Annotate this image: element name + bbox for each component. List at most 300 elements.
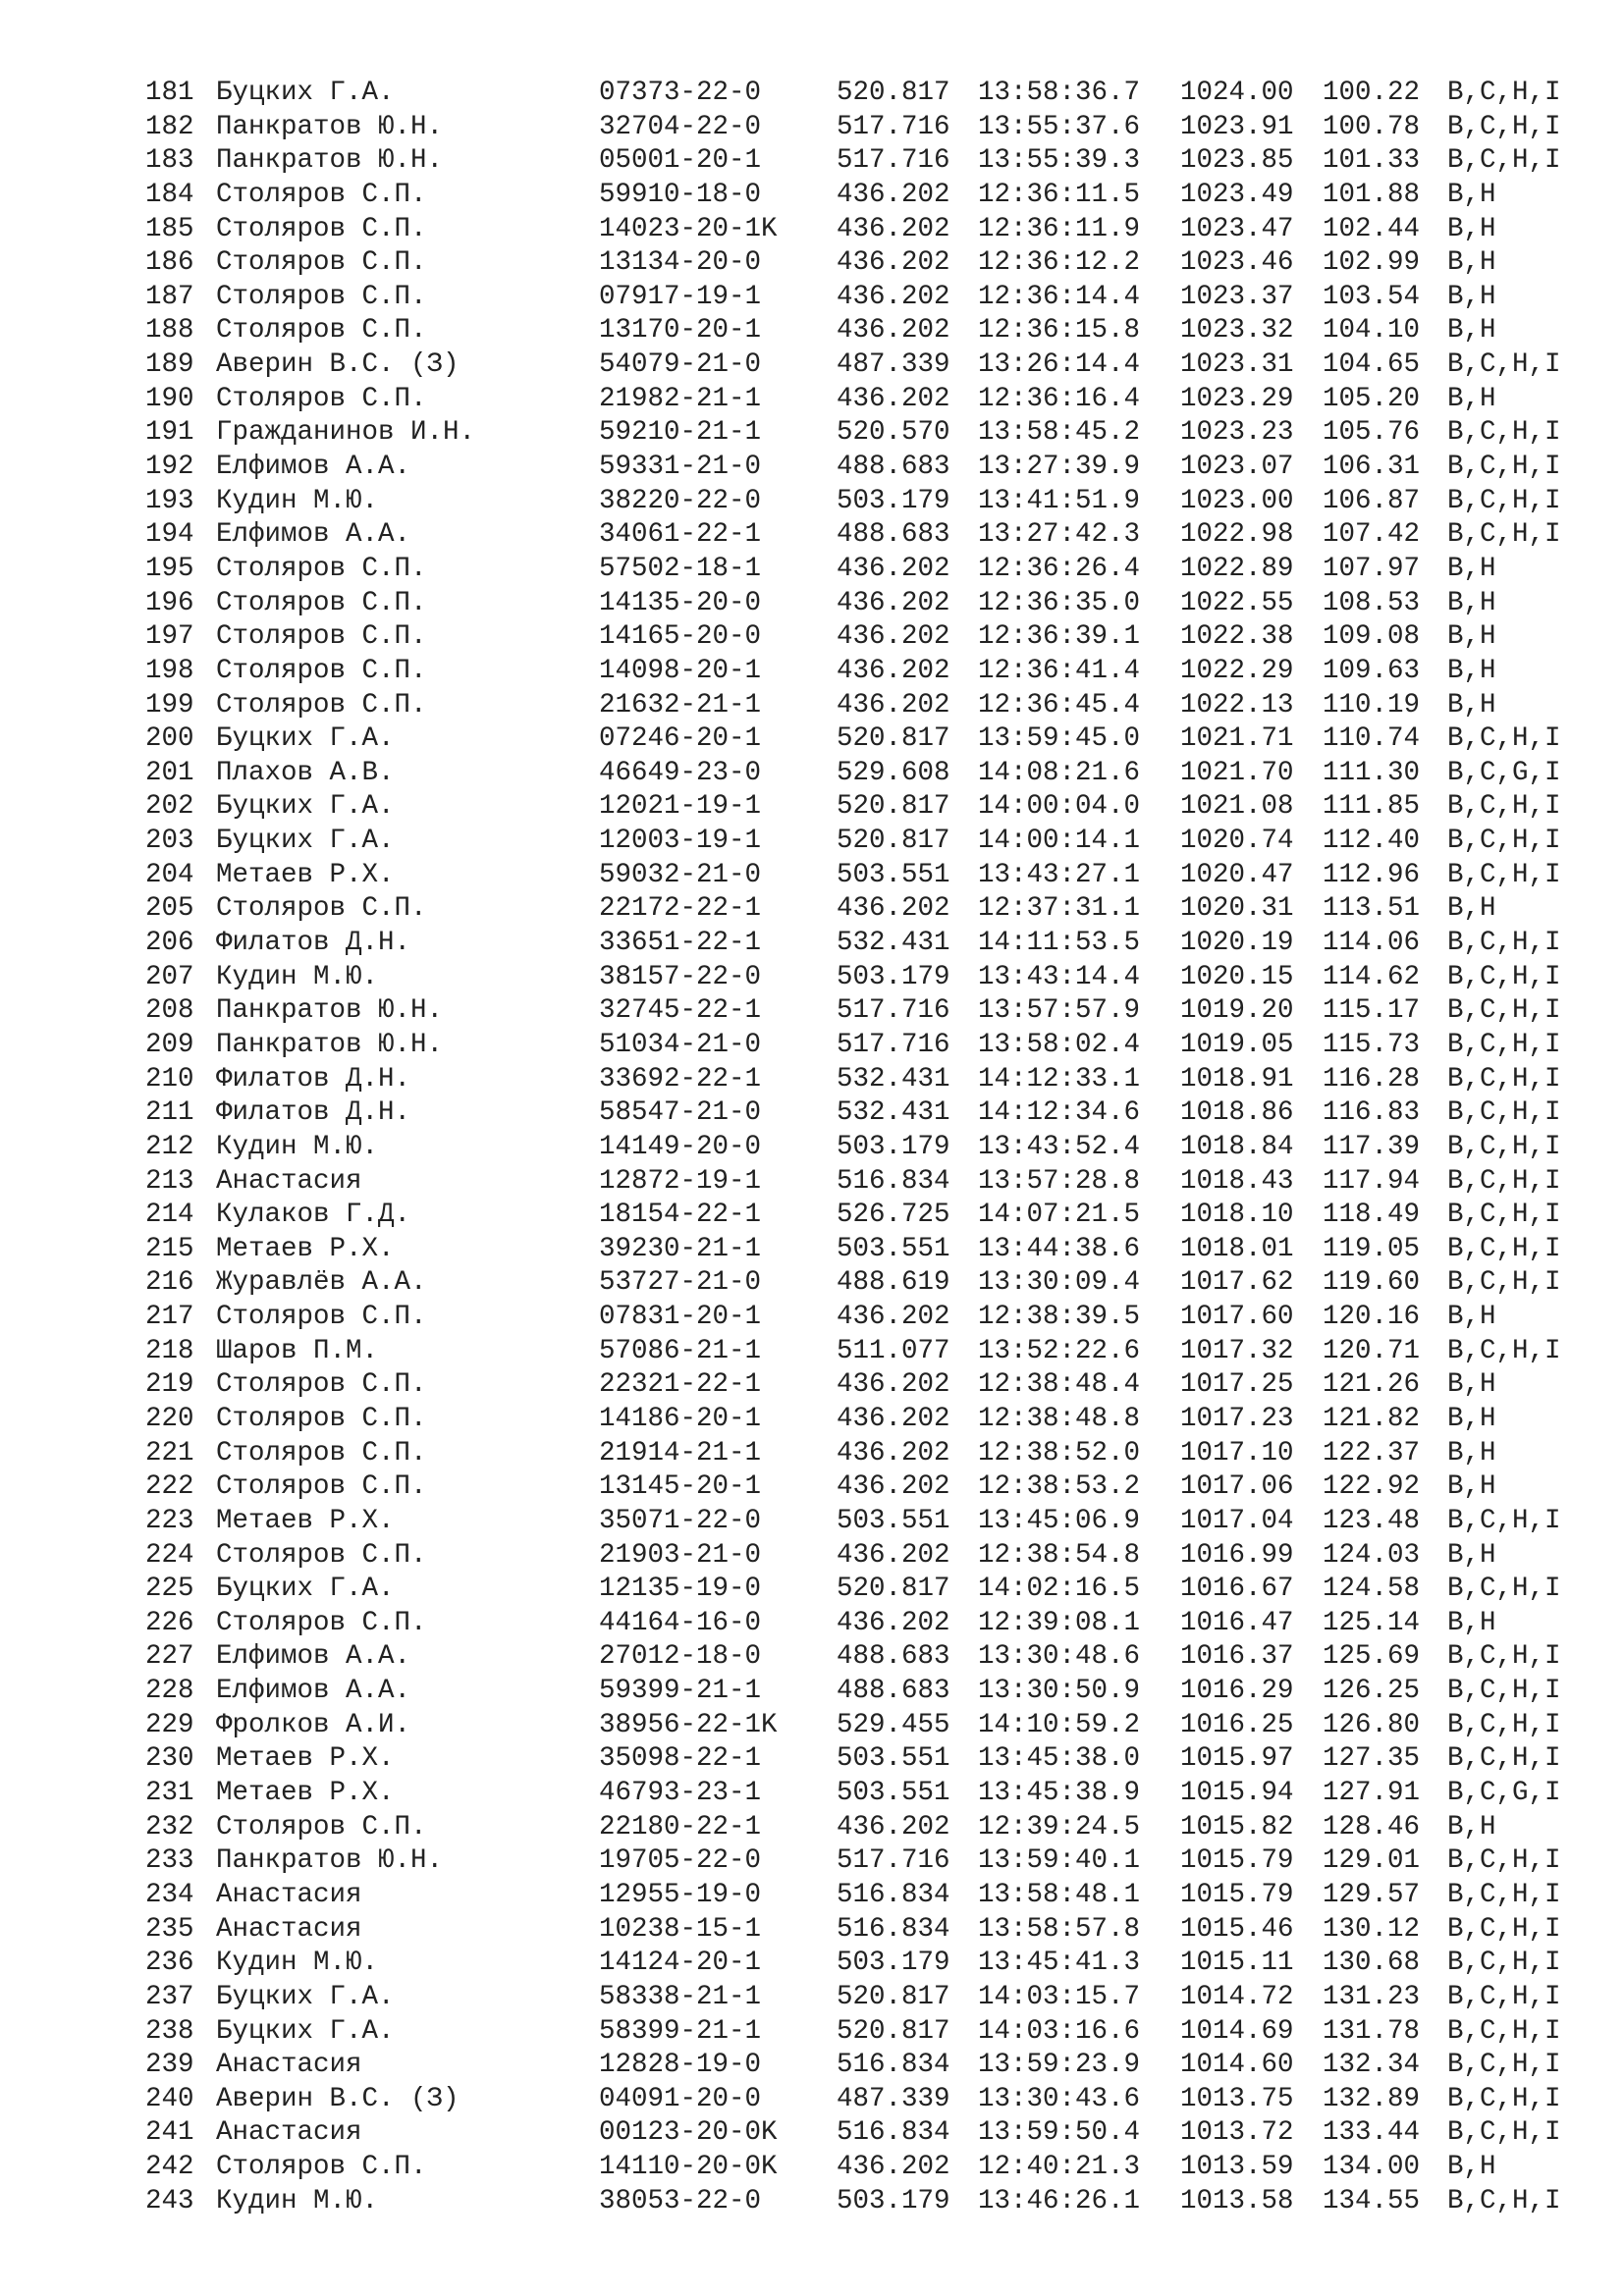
flags: B,C,H,I (1447, 1913, 1561, 1945)
participant-name: Столяров С.П. (216, 587, 427, 618)
speed: 1020.47 (1180, 859, 1294, 890)
participant-name: Метаев Р.Х. (216, 1505, 395, 1536)
arrival-time: 13:30:50.9 (978, 1676, 1141, 1707)
arrival-time: 13:30:48.6 (978, 1641, 1141, 1673)
participant-name: Журавлёв А.А. (216, 1267, 427, 1299)
speed: 1023.07 (1180, 452, 1294, 483)
distance: 516.834 (837, 1913, 950, 1945)
row-number: 189 (145, 349, 194, 381)
arrival-time: 13:59:45.0 (978, 723, 1141, 755)
speed: 1018.86 (1180, 1097, 1294, 1129)
coefficient: 103.54 (1323, 281, 1421, 312)
participant-name: Кудин М.Ю. (216, 961, 379, 992)
distance: 436.202 (837, 1302, 950, 1333)
row-number: 190 (145, 383, 194, 414)
row-number: 224 (145, 1539, 194, 1571)
ring-id: 57502-18-1 (599, 553, 762, 584)
arrival-time: 12:37:31.1 (978, 893, 1141, 925)
arrival-time: 14:11:53.5 (978, 928, 1141, 959)
distance: 503.179 (837, 1131, 950, 1162)
coefficient: 105.76 (1323, 417, 1421, 449)
row-number: 225 (145, 1574, 194, 1605)
distance: 488.683 (837, 1641, 950, 1673)
row-number: 235 (145, 1913, 194, 1945)
distance: 436.202 (837, 689, 950, 721)
ring-id: 38053-22-0 (599, 2185, 762, 2216)
arrival-time: 12:36:15.8 (978, 315, 1141, 347)
ring-id: 59399-21-1 (599, 1676, 762, 1707)
flags: B,C,H,I (1447, 826, 1561, 857)
participant-name: Филатов Д.Н. (216, 1063, 411, 1095)
flags: B,C,H,I (1447, 1233, 1561, 1264)
coefficient: 132.89 (1323, 2083, 1421, 2114)
distance: 503.179 (837, 961, 950, 992)
ring-id: 44164-16-0 (599, 1607, 762, 1638)
distance: 436.202 (837, 621, 950, 653)
distance: 516.834 (837, 1879, 950, 1910)
flags: B,H (1447, 621, 1496, 653)
row-number: 222 (145, 1471, 194, 1503)
coefficient: 112.96 (1323, 859, 1421, 890)
flags: B,C,H,I (1447, 78, 1561, 108)
flags: B,H (1447, 1403, 1496, 1434)
participant-name: Столяров С.П. (216, 281, 427, 312)
distance: 503.551 (837, 1505, 950, 1536)
arrival-time: 13:27:42.3 (978, 519, 1141, 551)
arrival-time: 13:30:43.6 (978, 2083, 1141, 2114)
speed: 1015.46 (1180, 1913, 1294, 1945)
participant-name: Буцких Г.А. (216, 791, 395, 823)
arrival-time: 13:30:09.4 (978, 1267, 1141, 1299)
speed: 1022.29 (1180, 655, 1294, 686)
arrival-time: 13:45:06.9 (978, 1505, 1141, 1536)
flags: B,H (1447, 553, 1496, 584)
arrival-time: 12:38:48.4 (978, 1369, 1141, 1401)
ring-id: 14110-20-0K (599, 2152, 778, 2183)
distance: 516.834 (837, 2050, 950, 2081)
speed: 1020.19 (1180, 928, 1294, 959)
participant-name: Столяров С.П. (216, 689, 427, 721)
participant-name: Столяров С.П. (216, 1369, 427, 1401)
ring-id: 59331-21-0 (599, 452, 762, 483)
participant-name: Столяров С.П. (216, 1302, 427, 1333)
flags: B,H (1447, 315, 1496, 347)
flags: B,C,H,I (1447, 2083, 1561, 2114)
ring-id: 19705-22-0 (599, 1845, 762, 1877)
coefficient: 110.74 (1323, 723, 1421, 755)
participant-name: Аверин В.С. (З) (216, 349, 460, 381)
coefficient: 101.88 (1323, 179, 1421, 210)
speed: 1016.67 (1180, 1574, 1294, 1605)
participant-name: Панкратов Ю.Н. (216, 1029, 444, 1060)
participant-name: Анастасия (216, 1165, 362, 1197)
arrival-time: 13:43:14.4 (978, 961, 1141, 992)
flags: B,C,G,I (1447, 1778, 1561, 1809)
distance: 517.716 (837, 111, 950, 142)
arrival-time: 12:36:16.4 (978, 383, 1141, 414)
row-number: 207 (145, 961, 194, 992)
participant-name: Панкратов Ю.Н. (216, 1845, 444, 1877)
speed: 1024.00 (1180, 78, 1294, 108)
flags: B,H (1447, 1607, 1496, 1638)
speed: 1023.00 (1180, 485, 1294, 516)
ring-id: 12828-19-0 (599, 2050, 762, 2081)
ring-id: 04091-20-0 (599, 2083, 762, 2114)
distance: 436.202 (837, 1369, 950, 1401)
ring-id: 14023-20-1K (599, 213, 778, 244)
row-number: 202 (145, 791, 194, 823)
row-number: 200 (145, 723, 194, 755)
distance: 436.202 (837, 587, 950, 618)
speed: 1021.08 (1180, 791, 1294, 823)
ring-id: 22180-22-1 (599, 1811, 762, 1842)
row-number: 227 (145, 1641, 194, 1673)
flags: B,C,H,I (1447, 145, 1561, 177)
speed: 1023.37 (1180, 281, 1294, 312)
coefficient: 115.73 (1323, 1029, 1421, 1060)
distance: 436.202 (837, 315, 950, 347)
participant-name: Анастасия (216, 1913, 362, 1945)
ring-id: 58399-21-1 (599, 2015, 762, 2047)
arrival-time: 13:58:48.1 (978, 1879, 1141, 1910)
flags: B,H (1447, 1369, 1496, 1401)
distance: 503.551 (837, 1778, 950, 1809)
distance: 436.202 (837, 893, 950, 925)
flags: B,C,H,I (1447, 2050, 1561, 2081)
flags: B,C,H,I (1447, 1029, 1561, 1060)
participant-name: Столяров С.П. (216, 553, 427, 584)
flags: B,C,H,I (1447, 349, 1561, 381)
distance: 517.716 (837, 1029, 950, 1060)
distance: 503.551 (837, 859, 950, 890)
speed: 1016.29 (1180, 1676, 1294, 1707)
ring-id: 14186-20-1 (599, 1403, 762, 1434)
coefficient: 104.10 (1323, 315, 1421, 347)
distance: 436.202 (837, 383, 950, 414)
row-number: 205 (145, 893, 194, 925)
speed: 1014.60 (1180, 2050, 1294, 2081)
participant-name: Столяров С.П. (216, 247, 427, 279)
distance: 517.716 (837, 145, 950, 177)
coefficient: 121.26 (1323, 1369, 1421, 1401)
flags: B,C,H,I (1447, 417, 1561, 449)
arrival-time: 12:40:21.3 (978, 2152, 1141, 2183)
participant-name: Елфимов А.А. (216, 519, 411, 551)
coefficient: 108.53 (1323, 587, 1421, 618)
flags: B,H (1447, 689, 1496, 721)
ring-id: 38956-22-1K (599, 1709, 778, 1740)
speed: 1023.91 (1180, 111, 1294, 142)
flags: B,C,H,I (1447, 1641, 1561, 1673)
arrival-time: 12:38:52.0 (978, 1437, 1141, 1468)
arrival-time: 12:36:39.1 (978, 621, 1141, 653)
ring-id: 21914-21-1 (599, 1437, 762, 1468)
speed: 1023.23 (1180, 417, 1294, 449)
ring-id: 38157-22-0 (599, 961, 762, 992)
arrival-time: 13:44:38.6 (978, 1233, 1141, 1264)
coefficient: 115.17 (1323, 995, 1421, 1027)
coefficient: 101.33 (1323, 145, 1421, 177)
ring-id: 12135-19-0 (599, 1574, 762, 1605)
coefficient: 109.08 (1323, 621, 1421, 653)
ring-id: 13134-20-0 (599, 247, 762, 279)
flags: B,C,H,I (1447, 519, 1561, 551)
ring-id: 07831-20-1 (599, 1302, 762, 1333)
ring-id: 12021-19-1 (599, 791, 762, 823)
speed: 1018.43 (1180, 1165, 1294, 1197)
participant-name: Столяров С.П. (216, 893, 427, 925)
coefficient: 100.22 (1323, 78, 1421, 108)
participant-name: Столяров С.П. (216, 1607, 427, 1638)
arrival-time: 12:38:39.5 (978, 1302, 1141, 1333)
flags: B,C,H,I (1447, 1574, 1561, 1605)
speed: 1022.55 (1180, 587, 1294, 618)
speed: 1018.91 (1180, 1063, 1294, 1095)
ring-id: 14165-20-0 (599, 621, 762, 653)
ring-id: 22172-22-1 (599, 893, 762, 925)
flags: B,C,H,I (1447, 859, 1561, 890)
distance: 532.431 (837, 1097, 950, 1129)
flags: B,C,H,I (1447, 111, 1561, 142)
speed: 1022.98 (1180, 519, 1294, 551)
row-number: 223 (145, 1505, 194, 1536)
row-number: 238 (145, 2015, 194, 2047)
coefficient: 105.20 (1323, 383, 1421, 414)
speed: 1023.47 (1180, 213, 1294, 244)
ring-id: 59210-21-1 (599, 417, 762, 449)
participant-name: Столяров С.П. (216, 1403, 427, 1434)
participant-name: Филатов Д.Н. (216, 928, 411, 959)
ring-id: 57086-21-1 (599, 1335, 762, 1366)
row-number: 184 (145, 179, 194, 210)
participant-name: Кулаков Г.Д. (216, 1200, 411, 1231)
speed: 1022.38 (1180, 621, 1294, 653)
arrival-time: 13:58:57.8 (978, 1913, 1141, 1945)
ring-id: 21982-21-1 (599, 383, 762, 414)
row-number: 219 (145, 1369, 194, 1401)
speed: 1019.05 (1180, 1029, 1294, 1060)
coefficient: 126.25 (1323, 1676, 1421, 1707)
distance: 529.455 (837, 1709, 950, 1740)
participant-name: Аверин В.С. (З) (216, 2083, 460, 2114)
participant-name: Метаев Р.Х. (216, 1743, 395, 1775)
participant-name: Столяров С.П. (216, 655, 427, 686)
ring-id: 14135-20-0 (599, 587, 762, 618)
speed: 1019.20 (1180, 995, 1294, 1027)
arrival-time: 13:58:45.2 (978, 417, 1141, 449)
speed: 1016.99 (1180, 1539, 1294, 1571)
arrival-time: 13:57:28.8 (978, 1165, 1141, 1197)
coefficient: 129.01 (1323, 1845, 1421, 1877)
ring-id: 13170-20-1 (599, 315, 762, 347)
arrival-time: 13:46:26.1 (978, 2185, 1141, 2216)
row-number: 229 (145, 1709, 194, 1740)
speed: 1023.31 (1180, 349, 1294, 381)
row-number: 201 (145, 757, 194, 788)
speed: 1013.75 (1180, 2083, 1294, 2114)
speed: 1023.46 (1180, 247, 1294, 279)
row-number: 242 (145, 2152, 194, 2183)
coefficient: 122.92 (1323, 1471, 1421, 1503)
distance: 503.179 (837, 485, 950, 516)
row-number: 197 (145, 621, 194, 653)
row-number: 183 (145, 145, 194, 177)
flags: B,H (1447, 281, 1496, 312)
participant-name: Метаев Р.Х. (216, 859, 395, 890)
row-number: 221 (145, 1437, 194, 1468)
row-number: 194 (145, 519, 194, 551)
speed: 1016.47 (1180, 1607, 1294, 1638)
participant-name: Гражданинов И.Н. (216, 417, 476, 449)
arrival-time: 13:43:27.1 (978, 859, 1141, 890)
speed: 1015.79 (1180, 1879, 1294, 1910)
row-number: 210 (145, 1063, 194, 1095)
participant-name: Анастасия (216, 1879, 362, 1910)
distance: 520.817 (837, 826, 950, 857)
coefficient: 122.37 (1323, 1437, 1421, 1468)
row-number: 192 (145, 452, 194, 483)
flags: B,H (1447, 213, 1496, 244)
coefficient: 125.14 (1323, 1607, 1421, 1638)
arrival-time: 12:38:53.2 (978, 1471, 1141, 1503)
participant-name: Елфимов А.А. (216, 452, 411, 483)
flags: B,H (1447, 587, 1496, 618)
row-number: 199 (145, 689, 194, 721)
row-number: 214 (145, 1200, 194, 1231)
participant-name: Кудин М.Ю. (216, 2185, 379, 2216)
participant-name: Столяров С.П. (216, 1437, 427, 1468)
arrival-time: 13:45:38.0 (978, 1743, 1141, 1775)
flags: B,C,G,I (1447, 757, 1561, 788)
arrival-time: 12:36:11.5 (978, 179, 1141, 210)
ring-id: 00123-20-0K (599, 2117, 778, 2149)
ring-id: 38220-22-0 (599, 485, 762, 516)
participant-name: Буцких Г.А. (216, 2015, 395, 2047)
coefficient: 130.68 (1323, 1948, 1421, 1979)
coefficient: 132.34 (1323, 2050, 1421, 2081)
coefficient: 124.58 (1323, 1574, 1421, 1605)
arrival-time: 14:08:21.6 (978, 757, 1141, 788)
ring-id: 35098-22-1 (599, 1743, 762, 1775)
row-number: 181 (145, 78, 194, 108)
arrival-time: 13:45:41.3 (978, 1948, 1141, 1979)
distance: 511.077 (837, 1335, 950, 1366)
arrival-time: 14:00:04.0 (978, 791, 1141, 823)
coefficient: 128.46 (1323, 1811, 1421, 1842)
coefficient: 111.30 (1323, 757, 1421, 788)
coefficient: 120.16 (1323, 1302, 1421, 1333)
arrival-time: 13:41:51.9 (978, 485, 1141, 516)
flags: B,H (1447, 1811, 1496, 1842)
participant-name: Анастасия (216, 2050, 362, 2081)
row-number: 241 (145, 2117, 194, 2149)
speed: 1015.97 (1180, 1743, 1294, 1775)
row-number: 211 (145, 1097, 194, 1129)
distance: 436.202 (837, 2152, 950, 2183)
distance: 488.619 (837, 1267, 950, 1299)
speed: 1018.10 (1180, 1200, 1294, 1231)
distance: 436.202 (837, 213, 950, 244)
flags: B,C,H,I (1447, 485, 1561, 516)
arrival-time: 12:38:54.8 (978, 1539, 1141, 1571)
speed: 1017.32 (1180, 1335, 1294, 1366)
distance: 488.683 (837, 452, 950, 483)
ring-id: 10238-15-1 (599, 1913, 762, 1945)
participant-name: Буцких Г.А. (216, 723, 395, 755)
speed: 1022.13 (1180, 689, 1294, 721)
row-number: 191 (145, 417, 194, 449)
ring-id: 12872-19-1 (599, 1165, 762, 1197)
flags: B,H (1447, 1437, 1496, 1468)
coefficient: 134.55 (1323, 2185, 1421, 2216)
participant-name: Буцких Г.А. (216, 1981, 395, 2012)
arrival-time: 14:12:33.1 (978, 1063, 1141, 1095)
row-number: 196 (145, 587, 194, 618)
row-number: 234 (145, 1879, 194, 1910)
row-number: 220 (145, 1403, 194, 1434)
arrival-time: 13:45:38.9 (978, 1778, 1141, 1809)
participant-name: Столяров С.П. (216, 315, 427, 347)
coefficient: 130.12 (1323, 1913, 1421, 1945)
arrival-time: 13:58:36.7 (978, 78, 1141, 108)
ring-id: 46649-23-0 (599, 757, 762, 788)
ring-id: 59910-18-0 (599, 179, 762, 210)
coefficient: 106.31 (1323, 452, 1421, 483)
arrival-time: 12:36:11.9 (978, 213, 1141, 244)
participant-name: Филатов Д.Н. (216, 1097, 411, 1129)
coefficient: 102.99 (1323, 247, 1421, 279)
speed: 1023.29 (1180, 383, 1294, 414)
distance: 503.551 (837, 1743, 950, 1775)
flags: B,C,H,I (1447, 1165, 1561, 1197)
flags: B,C,H,I (1447, 1743, 1561, 1775)
arrival-time: 12:36:12.2 (978, 247, 1141, 279)
row-number: 232 (145, 1811, 194, 1842)
speed: 1015.79 (1180, 1845, 1294, 1877)
speed: 1017.23 (1180, 1403, 1294, 1434)
distance: 436.202 (837, 247, 950, 279)
participant-name: Столяров С.П. (216, 213, 427, 244)
coefficient: 113.51 (1323, 893, 1421, 925)
participant-name: Буцких Г.А. (216, 1574, 395, 1605)
distance: 436.202 (837, 1811, 950, 1842)
speed: 1014.72 (1180, 1981, 1294, 2012)
distance: 436.202 (837, 281, 950, 312)
arrival-time: 13:59:40.1 (978, 1845, 1141, 1877)
row-number: 198 (145, 655, 194, 686)
row-number: 185 (145, 213, 194, 244)
coefficient: 117.39 (1323, 1131, 1421, 1162)
row-number: 240 (145, 2083, 194, 2114)
row-number: 218 (145, 1335, 194, 1366)
coefficient: 100.78 (1323, 111, 1421, 142)
distance: 503.551 (837, 1233, 950, 1264)
participant-name: Столяров С.П. (216, 2152, 427, 2183)
coefficient: 114.62 (1323, 961, 1421, 992)
row-number: 228 (145, 1676, 194, 1707)
coefficient: 133.44 (1323, 2117, 1421, 2149)
speed: 1018.01 (1180, 1233, 1294, 1264)
ring-id: 53727-21-0 (599, 1267, 762, 1299)
flags: B,C,H,I (1447, 1200, 1561, 1231)
row-number: 230 (145, 1743, 194, 1775)
participant-name: Столяров С.П. (216, 383, 427, 414)
coefficient: 127.35 (1323, 1743, 1421, 1775)
distance: 520.817 (837, 1574, 950, 1605)
distance: 520.570 (837, 417, 950, 449)
ring-id: 54079-21-0 (599, 349, 762, 381)
coefficient: 112.40 (1323, 826, 1421, 857)
